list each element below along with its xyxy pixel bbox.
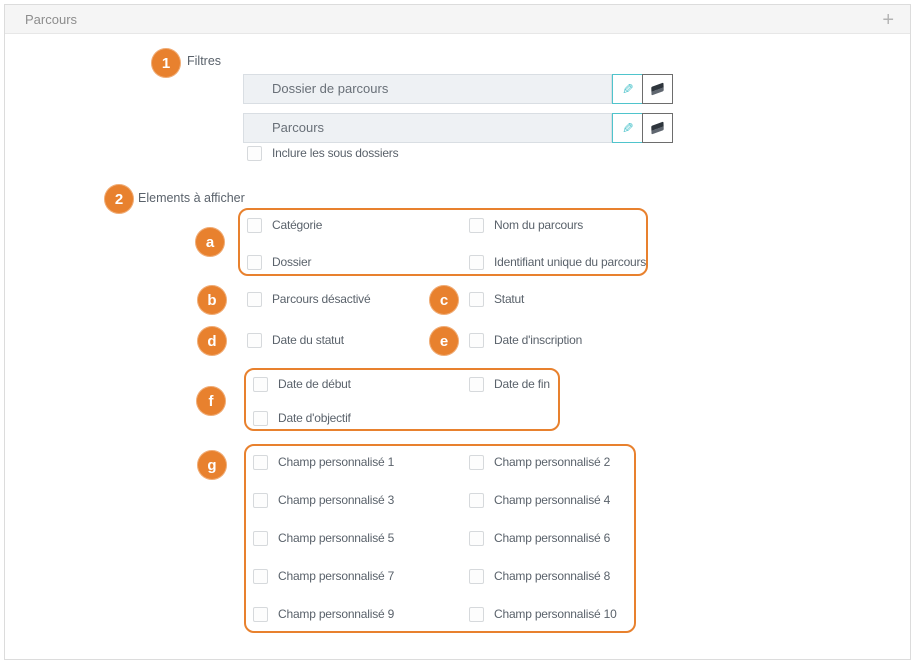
checkbox-item-champ-8[interactable] <box>469 568 610 584</box>
checkbox-label: Champ personnalisé 1 <box>278 455 395 469</box>
checkbox-label: Nom du parcours <box>494 218 584 232</box>
checkbox-label: Champ personnalisé 7 <box>278 569 395 583</box>
checkbox-box[interactable] <box>253 377 268 392</box>
checkbox-box[interactable] <box>469 607 484 622</box>
checkbox-item-champ-7[interactable] <box>253 568 394 584</box>
annotation-badge-e: e <box>429 326 459 356</box>
checkbox-label: Champ personnalisé 6 <box>494 531 611 545</box>
elements-section-label: Elements à afficher <box>138 191 245 205</box>
annotation-badge-a: a <box>195 227 225 257</box>
checkbox-label: Champ personnalisé 2 <box>494 455 611 469</box>
checkbox-label: Date d'objectif <box>278 411 351 425</box>
edit-filter-button[interactable] <box>612 113 643 143</box>
checkbox-box[interactable] <box>253 569 268 584</box>
checkbox-box[interactable] <box>253 607 268 622</box>
annotation-badge-1: 1 <box>151 48 181 78</box>
checkbox-label: Champ personnalisé 3 <box>278 493 395 507</box>
edit-filter-button[interactable] <box>612 74 643 104</box>
eraser-icon <box>651 83 664 96</box>
checkbox-box[interactable] <box>469 218 484 233</box>
checkbox-item-champ-3[interactable] <box>253 492 394 508</box>
annotation-badge-d: d <box>197 326 227 356</box>
checkbox-item-champ-5[interactable] <box>253 530 394 546</box>
clear-filter-button[interactable] <box>642 113 673 143</box>
checkbox-item-date-du-statut[interactable] <box>247 332 344 348</box>
checkbox-box[interactable] <box>253 455 268 470</box>
checkbox-box[interactable] <box>469 455 484 470</box>
filter-field-parcours[interactable]: Parcours <box>243 113 612 143</box>
checkbox-box[interactable] <box>469 292 484 307</box>
annotation-badge-f: f <box>196 386 226 416</box>
checkbox-label: Champ personnalisé 9 <box>278 607 395 621</box>
checkbox-item-inclure-sous-dossiers[interactable] <box>247 145 398 161</box>
checkbox-box[interactable] <box>469 377 484 392</box>
checkbox-label: Champ personnalisé 8 <box>494 569 611 583</box>
checkbox-item-identifiant-unique[interactable] <box>469 254 646 270</box>
checkbox-item-date-inscription[interactable] <box>469 332 582 348</box>
filter-row-parcours <box>243 113 673 143</box>
checkbox-label: Date du statut <box>272 333 344 347</box>
checkbox-box[interactable] <box>469 493 484 508</box>
checkbox-label: Statut <box>494 292 525 306</box>
checkbox-box[interactable] <box>247 218 262 233</box>
checkbox-box[interactable] <box>247 292 262 307</box>
checkbox-label: Date d'inscription <box>494 333 583 347</box>
checkbox-item-nom-du-parcours[interactable] <box>469 217 583 233</box>
checkbox-box[interactable] <box>247 255 262 270</box>
checkbox-box[interactable] <box>253 531 268 546</box>
filters-section-label: Filtres <box>187 54 222 68</box>
checkbox-box[interactable] <box>469 531 484 546</box>
filter-field-dossier-de-parcours[interactable]: Dossier de parcours <box>243 74 612 104</box>
filter-row-dossier-de-parcours <box>243 74 673 104</box>
checkbox-box[interactable] <box>469 569 484 584</box>
checkbox-item-date-de-debut[interactable] <box>253 376 351 392</box>
checkbox-item-parcours-desactive[interactable] <box>247 291 370 307</box>
annotation-badge-b: b <box>197 285 227 315</box>
checkbox-box[interactable] <box>247 333 262 348</box>
checkbox-item-date-de-fin[interactable] <box>469 376 550 392</box>
annotation-badge-c: c <box>429 285 459 315</box>
checkbox-box[interactable] <box>469 333 484 348</box>
checkbox-item-date-objectif[interactable] <box>253 410 351 426</box>
checkbox-label: Champ personnalisé 5 <box>278 531 395 545</box>
checkbox-label: Identifiant unique du parcours <box>494 255 647 269</box>
checkbox-label: Inclure les sous dossiers <box>272 146 399 160</box>
checkbox-item-champ-10[interactable] <box>469 606 617 622</box>
checkbox-label: Dossier <box>272 255 312 269</box>
checkbox-item-champ-9[interactable] <box>253 606 394 622</box>
checkbox-label: Parcours désactivé <box>272 292 371 306</box>
clear-filter-button[interactable] <box>642 74 673 104</box>
pencil-icon: ✎ <box>621 80 634 97</box>
checkbox-box[interactable] <box>253 493 268 508</box>
parcours-panel <box>4 4 911 660</box>
checkbox-label: Date de fin <box>494 377 550 391</box>
panel-header <box>5 5 910 34</box>
checkbox-item-champ-2[interactable] <box>469 454 610 470</box>
eraser-icon <box>651 122 664 135</box>
checkbox-label: Catégorie <box>272 218 323 232</box>
pencil-icon: ✎ <box>621 119 634 136</box>
checkbox-item-champ-6[interactable] <box>469 530 610 546</box>
checkbox-box[interactable] <box>469 255 484 270</box>
checkbox-label: Champ personnalisé 4 <box>494 493 611 507</box>
checkbox-label: Champ personnalisé 10 <box>494 607 617 621</box>
checkbox-item-champ-1[interactable] <box>253 454 394 470</box>
checkbox-item-categorie[interactable] <box>247 217 322 233</box>
panel-title: Parcours <box>25 11 78 27</box>
checkbox-item-champ-4[interactable] <box>469 492 610 508</box>
annotation-badge-2: 2 <box>104 184 134 214</box>
checkbox-box[interactable] <box>253 411 268 426</box>
checkbox-box[interactable] <box>247 146 262 161</box>
annotation-badge-g: g <box>197 450 227 480</box>
checkbox-item-statut[interactable] <box>469 291 524 307</box>
checkbox-item-dossier[interactable] <box>247 254 311 270</box>
checkbox-label: Date de début <box>278 377 351 391</box>
plus-icon[interactable]: + <box>882 9 894 31</box>
